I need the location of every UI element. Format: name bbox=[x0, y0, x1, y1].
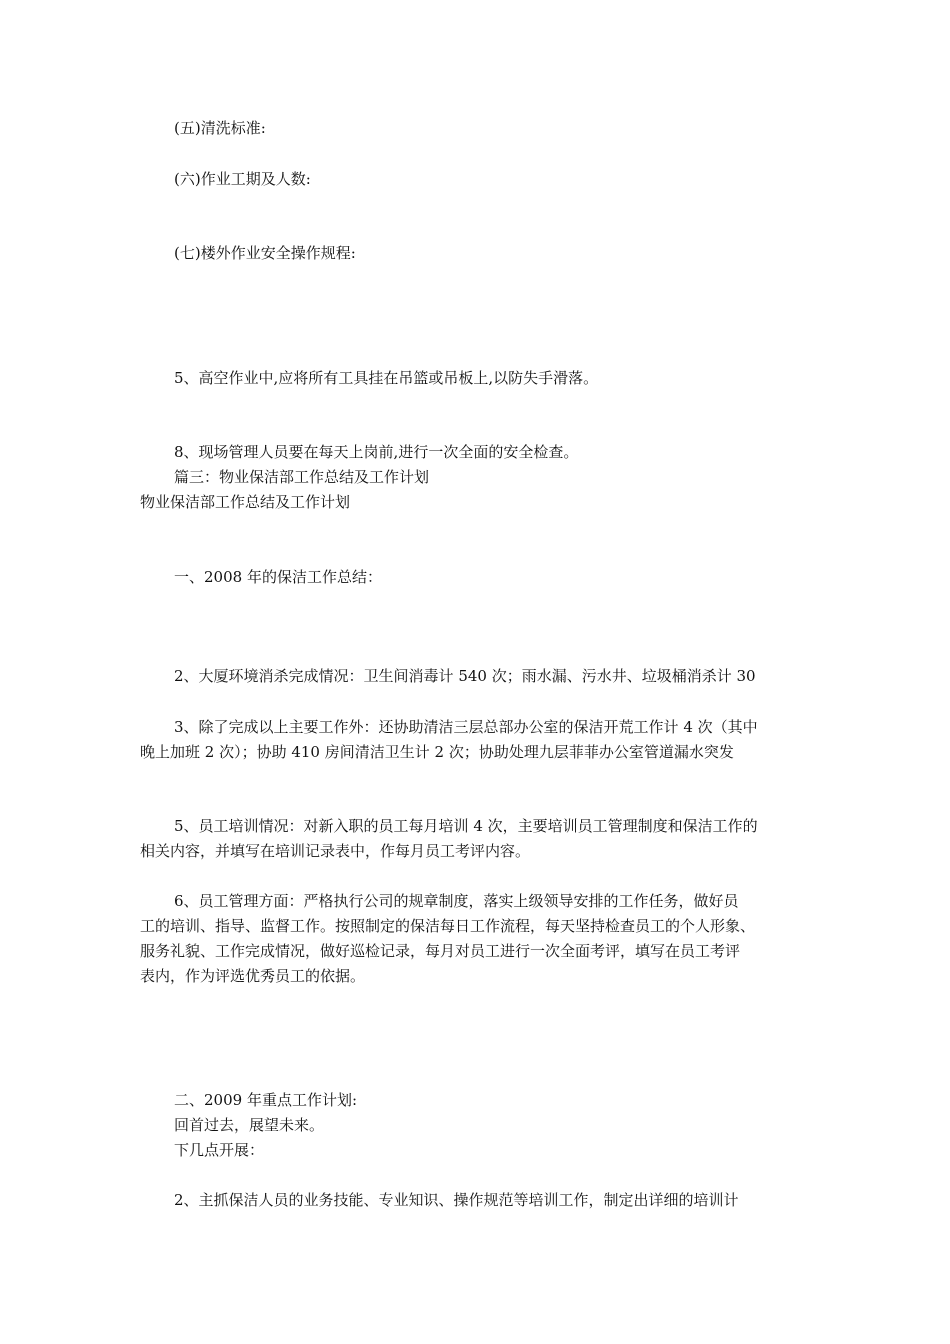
paragraph-line: 5、高空作业中,应将所有工具挂在吊篮或吊板上,以防失手滑落。 bbox=[174, 369, 599, 387]
paragraph-line: 服务礼貌、工作完成情况，做好巡检记录，每月对员工进行一次全面考评，填写在员工考评 bbox=[140, 942, 741, 960]
paragraph-line: 5、员工培训情况：对新入职的员工每月培训 4 次，主要培训员工管理制度和保洁工作的 bbox=[174, 817, 758, 835]
document-title: 物业保洁部工作总结及工作计划 bbox=[140, 493, 351, 511]
paragraph-line: 6、员工管理方面：严格执行公司的规章制度，落实上级领导安排的工作任务，做好员 bbox=[174, 892, 739, 910]
section-5-heading: (五)清洗标准: bbox=[174, 119, 266, 137]
section-heading: 二、2009 年重点工作计划: bbox=[174, 1091, 357, 1109]
paragraph-line: 8、现场管理人员要在每天上岗前,进行一次全面的安全检查。 bbox=[174, 443, 579, 461]
paragraph-line: 回首过去，展望未来。 bbox=[174, 1116, 325, 1134]
paragraph-line: 相关内容，并填写在培训记录表中，作每月员工考评内容。 bbox=[140, 842, 531, 860]
paragraph-line: 工的培训、指导、监督工作。按照制定的保洁每日工作流程，每天坚持检查员工的个人形象、 bbox=[140, 917, 756, 935]
chapter-title: 篇三：物业保洁部工作总结及工作计划 bbox=[174, 468, 430, 486]
section-7-heading: (七)楼外作业安全操作规程: bbox=[174, 244, 356, 262]
paragraph-line: 下几点开展： bbox=[174, 1141, 265, 1159]
section-6-heading: (六)作业工期及人数: bbox=[174, 170, 311, 188]
paragraph-line: 2、主抓保洁人员的业务技能、专业知识、操作规范等培训工作，制定出详细的培训计 bbox=[174, 1191, 739, 1209]
paragraph-line: 2、大厦环境消杀完成情况：卫生间消毒计 540 次；雨水漏、污水井、垃圾桶消杀计 30 bbox=[174, 667, 756, 685]
paragraph-line: 3、除了完成以上主要工作外：还协助清洁三层总部办公室的保洁开荒工作计 4 次（其中 bbox=[174, 718, 758, 736]
paragraph-line: 晚上加班 2 次）；协助 410 房间清洁卫生计 2 次；协助处理九层菲菲办公室管道漏水突发 bbox=[140, 743, 734, 761]
section-heading: 一、2008 年的保洁工作总结： bbox=[174, 568, 382, 586]
paragraph-line: 表内，作为评选优秀员工的依据。 bbox=[140, 967, 366, 985]
